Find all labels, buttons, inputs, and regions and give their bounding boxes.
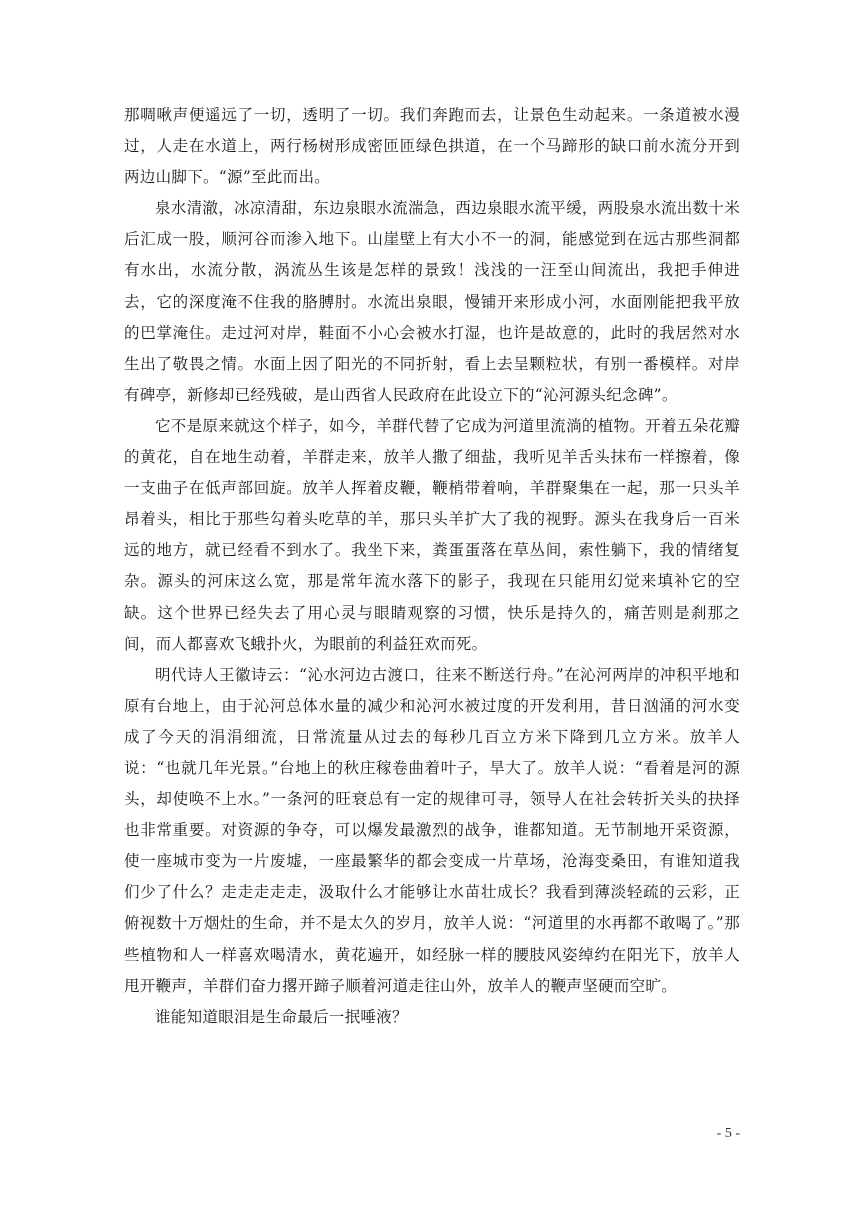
page-number: - 5 - [716, 1126, 740, 1141]
paragraph-closing-question: 谁能知道眼泪是生命最后一抿唾液？ [155, 1007, 408, 1026]
paragraph-spring-water: 泉水清澈，冰凉清甜，东边泉眼水流湍急，西边泉眼水流平缓，两股泉水流出数十米后汇成一股，顺河谷而渗入地下。山崖壁上有大小不一的洞，能感觉到在远古那些洞都有水出，水流分散，涡流丛生该是怎样的景致！浅浅的一汪至山间流出，我把手伸进去，它的深度淹不住我的胳膊肘。水流出泉眼，慢铺开来形成小河，水面刚能把我平放的巴掌淹住。走过河对岸，鞋面不小心会被水打湿，也许是故意的，此时的我居然对水生出了敬畏之情。水面上因了阳光的不同折射，看上去呈颗粒状，有别一番模样。对岸有碑亭，新修却已经残破，是山西省人民政府在此设立下的“沁河源头纪念碑”。 [124, 199, 740, 404]
paragraph-continuation: 那啁啾声便遥远了一切，透明了一切。我们奔跑而去，让景色生动起来。一条道被水漫过，人走在水道上，两行杨树形成密匝匝绿色拱道，在一个马蹄形的缺口前水流分开到两边山脚下。“源”至此而出。 [124, 106, 740, 187]
paragraph-sheep-flock: 它不是原来就这个样子，如今，羊群代替了它成为河道里流淌的植物。开着五朵花瓣的黄花，自在地生动着，羊群走来，放羊人撒了细盐，我听见羊舌头抹布一样擦着，像一支曲子在低声部回旋。放羊人挥着皮鞭，鞭梢带着响，羊群聚集在一起，那一只头羊昂着头，相比于那些勾着头吃草的羊，那只头羊扩大了我的视野。源头在我身后一百米远的地方，就已经看不到水了。我坐下来，粪蛋蛋落在草丛间，索性躺下，我的情绪复杂。源头的河床这么宽，那是常年流水落下的影子，我现在只能用幻觉来填补它的空缺。这个世界已经失去了用心灵与眼睛观察的习惯，快乐是持久的，痛苦则是刹那之间，而人都喜欢飞蛾扑火，为眼前的利益狂欢而死。 [124, 416, 740, 653]
document-body [124, 100, 740, 1033]
paragraph-ming-poet: 明代诗人王徽诗云：“沁水河边古渡口，往来不断送行舟。”在沁河两岸的冲积平地和原有台地上，由于沁河总体水量的减少和沁河水被过度的开发利用，昔日汹涌的河水变成了今天的涓涓细流，日常流量从过去的每秒几百立方米下降到几立方米。放羊人说：“也就几年光景。”台地上的秋庄稼卷曲着叶子，旱大了。放羊人说：“看着是河的源头，却使唤不上水。”一条河的旺衰总有一定的规律可寻，领导人在社会转折关头的抉择也非常重要。对资源的争夺，可以爆发最激烈的战争，谁都知道。无节制地开采资源，使一座城市变为一片废墟，一座最繁华的都会变成一片草场，沧海变桑田，有谁知道我们少了什么？走走走走走，汲取什么才能够让水苗壮成长？我看到薄淡轻疏的云彩，正俯视数十万烟灶的生命，并不是太久的岁月，放羊人说：“河道里的水再都不敢喝了。”那些植物和人一样喜欢喝清水，黄花遍开，如经脉一样的腰肢风姿绰约在阳光下，放羊人甩开鞭声，羊群们奋力撂开蹄子顺着河道走往山外，放羊人的鞭声坚硬而空旷。 [124, 665, 740, 995]
